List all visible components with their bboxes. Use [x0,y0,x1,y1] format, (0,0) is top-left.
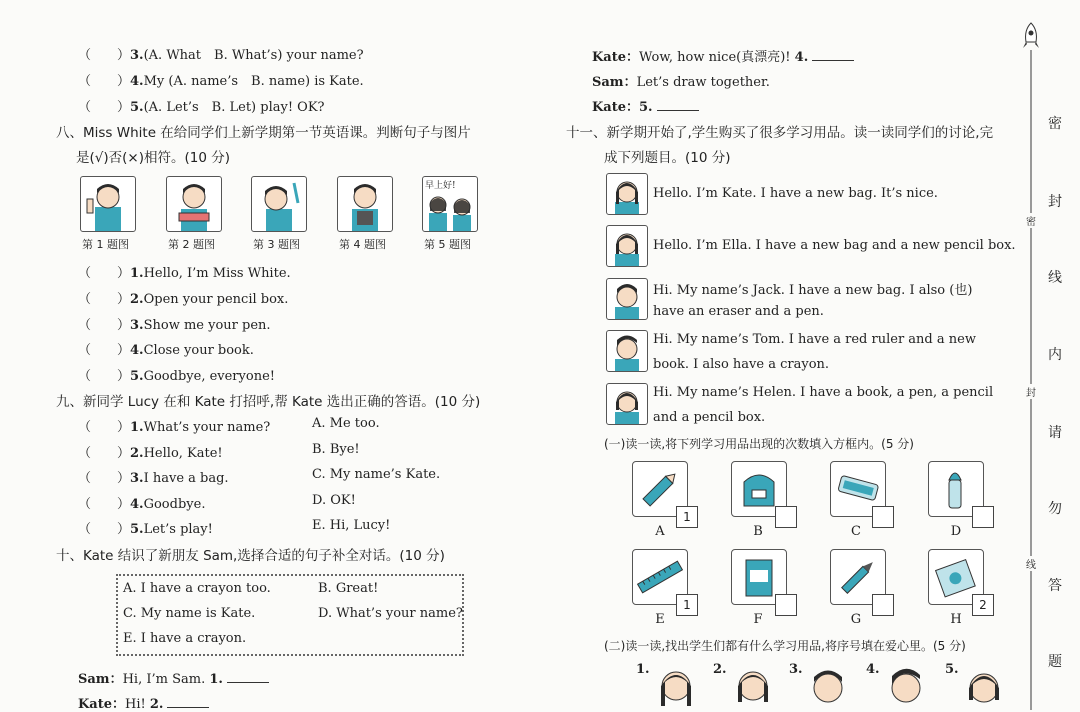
supply-label-a: A [655,524,665,539]
q9-option-a: A. Me too. [312,416,380,431]
jack-line-2: have an eraser and a pen. [653,304,824,319]
q7-4: （ ）4.My (A. name’s B. name) is Kate. [78,74,364,89]
picture-2-caption: 第 2 题图 [168,238,215,251]
answer-blank-5[interactable] [657,99,699,111]
count-box-f[interactable] [775,594,797,616]
supply-label-c: C [851,524,861,539]
picture-2-boy-pencil-box [166,176,222,232]
q9-3: （ ）3.I have a bag. [78,471,229,486]
picture-1-teacher-waving [80,176,136,232]
q8-3: （ ）3.Show me your pen. [78,318,271,333]
kid-number-5: 5. [945,662,959,677]
answer-blank-2[interactable] [167,696,209,708]
section-8-title-line1: 八、Miss White 在给同学们上新学期第一节英语课。判断句子与图片 [56,125,471,141]
count-box-d[interactable] [972,506,994,528]
seal-char-2: 封 [1048,194,1062,210]
q9-5: （ ）5.Let’s play! [78,522,213,537]
dialog-line-5: Kate：5. [592,96,699,115]
count-box-h[interactable]: 2 [972,594,994,616]
seal-small-1: 密 [1026,213,1036,228]
count-box-c[interactable] [872,506,894,528]
kid-5-avatar [958,662,1010,710]
dialog-line-1: Sam：Hi, I’m Sam. 1. [78,668,269,687]
count-box-e[interactable]: 1 [676,594,698,616]
supply-label-d: D [950,524,962,539]
q7-3: （ ）3.(A. What B. What’s) your name? [78,48,364,63]
kid-number-4: 4. [866,662,880,677]
picture-4-boy-book [337,176,393,232]
kid-number-3: 3. [789,662,803,677]
option-a: A. I have a crayon too. [123,581,271,596]
section-10-title: 十、Kate 结识了新朋友 Sam,选择合适的句子补全对话。(10 分) [56,548,445,564]
supply-label-b: B [753,524,763,539]
picture-5-caption: 第 5 题图 [424,238,471,251]
section-9-title: 九、新同学 Lucy 在和 Kate 打招呼,帮 Kate 选出正确的答语。(10 分) [56,394,481,410]
option-b: B. Great! [318,581,379,596]
section-11-title-line2: 成下列题目。(10 分) [604,150,731,166]
tom-line-2: book. I also have a crayon. [653,357,830,372]
picture-1-caption: 第 1 题图 [82,238,129,251]
ella-avatar [606,225,648,267]
count-box-a[interactable]: 1 [676,506,698,528]
seal-char-5: 请 [1048,425,1062,441]
option-c: C. My name is Kate. [123,606,256,621]
q9-2: （ ）2.Hello, Kate! [78,446,223,461]
q9-1: （ ）1.What’s your name? [78,420,271,435]
q9-option-e: E. Hi, Lucy! [312,518,391,533]
helen-line-1: Hi. My name’s Helen. I have a book, a pen, a pencil [653,385,994,400]
seal-char-6: 勿 [1048,501,1062,517]
dialog-line-2: Kate：Hi! 2. [78,693,209,712]
kid-4-avatar [880,662,932,710]
option-d: D. What’s your name? [318,606,463,621]
seal-char-8: 题 [1048,654,1062,670]
seal-char-7: 答 [1048,578,1062,594]
q8-5: （ ）5.Goodbye, everyone! [78,369,275,384]
q8-1: （ ）1.Hello, I’m Miss White. [78,266,291,281]
kid-2-avatar [727,662,779,710]
picture-4-caption: 第 4 题图 [339,238,386,251]
supply-label-f: F [753,612,763,627]
q9-option-c: C. My name’s Kate. [312,467,441,482]
helen-line-2: and a pencil box. [653,410,766,425]
tom-line-1: Hi. My name’s Tom. I have a red ruler and a new [653,332,976,347]
count-box-g[interactable] [872,594,894,616]
seal-char-3: 线 [1048,270,1062,286]
q9-option-b: B. Bye! [312,442,360,457]
jack-avatar [606,278,648,320]
dialog-line-sam: Sam：Let’s draw together. [592,75,770,90]
ella-line: Hello. I’m Ella. I have a new bag and a new pencil box. [653,238,1016,253]
supply-label-g: G [850,612,862,627]
jack-line-1: Hi. My name’s Jack. I have a new bag. I also (也) [653,283,973,298]
picture-3-caption: 第 3 题图 [253,238,300,251]
kid-3-avatar [802,662,854,710]
q7-5: （ ）5.(A. Let’s B. Let) play! OK? [78,100,325,115]
seal-small-2: 封 [1026,384,1036,399]
dialog-line-4: Kate：Wow, how nice(真漂亮)! 4. [592,46,854,65]
seal-small-3: 线 [1026,556,1036,571]
picture-3-boy-showing-pen [251,176,307,232]
q8-4: （ ）4.Close your book. [78,343,254,358]
option-e: E. I have a crayon. [123,631,247,646]
part-1-title: (一)读一读,将下列学习用品出现的次数填入方框内。(5 分) [604,437,914,451]
helen-avatar [606,383,648,425]
seal-divider-line [1030,50,1032,710]
supply-label-h: H [950,612,962,627]
q9-option-d: D. OK! [312,493,356,508]
q9-4: （ ）4.Goodbye. [78,497,206,512]
section-11-title-line1: 十一、新学期开始了,学生购买了很多学习用品。读一读同学们的讨论,完 [566,125,994,141]
answer-blank-1[interactable] [227,671,269,683]
section-8-title-line2: 是(√)否(×)相符。(10 分) [76,150,230,166]
picture-5-two-girls-greeting [422,176,478,232]
part-2-title: (二)读一读,找出学生们都有什么学习用品,将序号填在爱心里。(5 分) [604,639,966,653]
kid-number-2: 2. [713,662,727,677]
q8-2: （ ）2.Open your pencil box. [78,292,289,307]
tom-avatar [606,330,648,372]
seal-char-1: 密 [1048,116,1062,132]
answer-blank-4[interactable] [812,49,854,61]
supply-label-e: E [655,612,665,627]
speech-bubble: 早上好! [425,181,456,191]
count-box-b[interactable] [775,506,797,528]
kid-1-avatar [650,662,702,710]
kate-line: Hello. I’m Kate. I have a new bag. It’s nice. [653,186,938,201]
seal-char-4: 内 [1048,347,1062,363]
kid-number-1: 1. [636,662,650,677]
kate-avatar [606,173,648,215]
